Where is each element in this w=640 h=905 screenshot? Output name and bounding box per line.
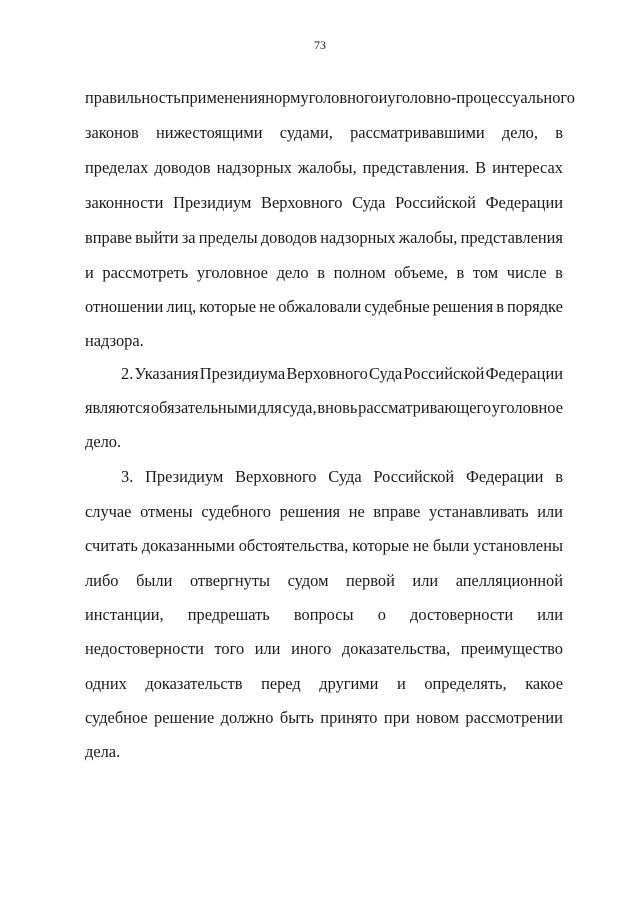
word: в xyxy=(496,297,504,316)
word: Федерации xyxy=(465,467,544,486)
word: надзорных xyxy=(320,228,396,247)
word: порядке xyxy=(507,297,563,316)
text-line xyxy=(85,263,563,283)
text-line: дело. xyxy=(85,432,122,451)
word: отмены xyxy=(140,502,193,521)
word: о xyxy=(377,605,386,624)
word: новом xyxy=(416,708,459,727)
text-line xyxy=(85,193,563,213)
text-line xyxy=(85,123,563,143)
word: другими xyxy=(319,674,379,693)
word: вправе xyxy=(85,228,132,247)
word: доказательств xyxy=(145,674,243,693)
word: В xyxy=(475,158,487,177)
word: числе xyxy=(506,263,547,282)
text-line xyxy=(85,158,563,178)
word: которые xyxy=(352,536,409,555)
word: представления xyxy=(460,228,563,247)
word: в xyxy=(456,263,465,282)
text-line xyxy=(85,571,563,591)
word: одних xyxy=(85,674,127,693)
text-line xyxy=(121,364,563,384)
word: уголовного xyxy=(300,88,379,107)
word: 2. xyxy=(121,364,134,383)
word: надзорных xyxy=(216,158,292,177)
text-line xyxy=(85,228,563,248)
word: вправе xyxy=(373,502,421,521)
word: быть xyxy=(279,708,314,727)
word: недостоверности xyxy=(85,639,204,658)
word: пределах xyxy=(85,158,149,177)
word: отношении xyxy=(85,297,164,316)
word: вновь xyxy=(317,398,358,417)
word: рассматривающего xyxy=(358,398,492,417)
word: или xyxy=(537,502,563,521)
word: апелляционной xyxy=(455,571,563,590)
word: при xyxy=(383,708,410,727)
word: судами, xyxy=(279,123,333,142)
word: Президиума xyxy=(199,364,286,383)
text-line xyxy=(121,467,563,487)
word: инстанции, xyxy=(85,605,164,624)
word: в xyxy=(317,263,325,282)
word: судом xyxy=(287,571,329,590)
word: установлены xyxy=(473,536,563,555)
word: являются xyxy=(85,398,150,417)
word: 3. xyxy=(121,467,134,486)
word: полном xyxy=(333,263,386,282)
word: судебного xyxy=(201,502,271,521)
word: были xyxy=(136,571,173,590)
word: применения xyxy=(180,88,266,107)
word: интересах xyxy=(492,158,563,177)
word: суда, xyxy=(282,398,317,417)
word: объеме, xyxy=(394,263,448,282)
text-line xyxy=(85,88,575,108)
word: и xyxy=(396,674,406,693)
word: принято xyxy=(320,708,378,727)
word: Российской xyxy=(403,364,485,383)
word: решения xyxy=(432,297,494,316)
word: или xyxy=(254,639,281,658)
word: доводов xyxy=(260,228,318,247)
word: дело xyxy=(276,263,309,282)
word: норм xyxy=(265,88,301,107)
word: перед xyxy=(261,674,301,693)
word: Федерации xyxy=(485,364,563,383)
word: определять, xyxy=(424,674,507,693)
word: в xyxy=(555,263,563,282)
word: достоверности xyxy=(410,605,514,624)
word: решения xyxy=(279,502,341,521)
word: рассмотреть xyxy=(102,263,189,282)
word: Российской xyxy=(373,467,455,486)
word: решение xyxy=(154,708,215,727)
word: уголовное xyxy=(491,398,563,417)
word: не xyxy=(412,536,429,555)
word: были xyxy=(432,536,470,555)
word: обязательными xyxy=(150,398,257,417)
word: доказательства, xyxy=(341,639,451,658)
word: жалобы, xyxy=(398,228,458,247)
word: Верховного xyxy=(235,467,317,486)
word: Российской xyxy=(395,193,476,212)
page-number: 73 xyxy=(314,38,326,52)
word: устанавливать xyxy=(428,502,529,521)
word: отвергнуты xyxy=(189,571,271,590)
word: Верховного xyxy=(286,364,368,383)
word: уголовное xyxy=(196,263,268,282)
text-line xyxy=(85,536,563,556)
word: лиц, xyxy=(166,297,197,316)
word: или xyxy=(537,605,563,624)
word: Федерации xyxy=(485,193,563,212)
word: и xyxy=(378,88,388,107)
word: доказанными xyxy=(141,536,235,555)
word: судебное xyxy=(85,708,148,727)
word: и xyxy=(85,263,94,282)
word: вопросы xyxy=(293,605,354,624)
word: того xyxy=(214,639,245,658)
word: какое xyxy=(525,674,563,693)
word: Президиум xyxy=(173,193,252,212)
word: нижестоящими xyxy=(156,123,263,142)
word: не xyxy=(348,502,365,521)
word: обстоятельства, xyxy=(238,536,349,555)
word: Указания xyxy=(134,364,199,383)
word: обжаловали xyxy=(278,297,362,316)
word: пределы xyxy=(198,228,258,247)
text-line: надзора. xyxy=(85,331,144,350)
word: Суда xyxy=(352,193,386,212)
word: Суда xyxy=(328,467,362,486)
text-line xyxy=(85,502,563,522)
word: законов xyxy=(85,123,139,142)
word: выйти xyxy=(135,228,179,247)
word: не xyxy=(259,297,276,316)
text-line xyxy=(85,708,563,728)
word: дело, xyxy=(501,123,538,142)
word: за xyxy=(181,228,196,247)
word: том xyxy=(472,263,499,282)
word: либо xyxy=(85,571,119,590)
word: предрешать xyxy=(187,605,270,624)
word: первой xyxy=(346,571,395,590)
word: жалобы, xyxy=(298,158,357,177)
word: судебные xyxy=(364,297,430,316)
word: Суда xyxy=(369,364,403,383)
word: рассматривавшими xyxy=(350,123,485,142)
text-line xyxy=(85,297,563,317)
word: правильность xyxy=(85,88,181,107)
word: представления. xyxy=(362,158,470,177)
text-line xyxy=(85,674,563,694)
word: считать xyxy=(85,536,138,555)
text-line xyxy=(85,398,563,418)
word: уголовно-процессуального xyxy=(387,88,575,107)
word: должно xyxy=(220,708,274,727)
word: или xyxy=(412,571,439,590)
word: для xyxy=(257,398,282,417)
word: Президиум xyxy=(145,467,224,486)
word: законности xyxy=(85,193,164,212)
word: Верховного xyxy=(261,193,343,212)
word: преимущество xyxy=(460,639,563,658)
word: в xyxy=(555,123,563,142)
text-line xyxy=(85,639,563,659)
word: случае xyxy=(85,502,132,521)
text-line xyxy=(85,605,563,625)
word: в xyxy=(555,467,563,486)
word: доводов xyxy=(154,158,211,177)
word: иного xyxy=(291,639,332,658)
word: которые xyxy=(199,297,257,316)
word: рассмотрении xyxy=(465,708,563,727)
text-line: дела. xyxy=(85,742,121,761)
